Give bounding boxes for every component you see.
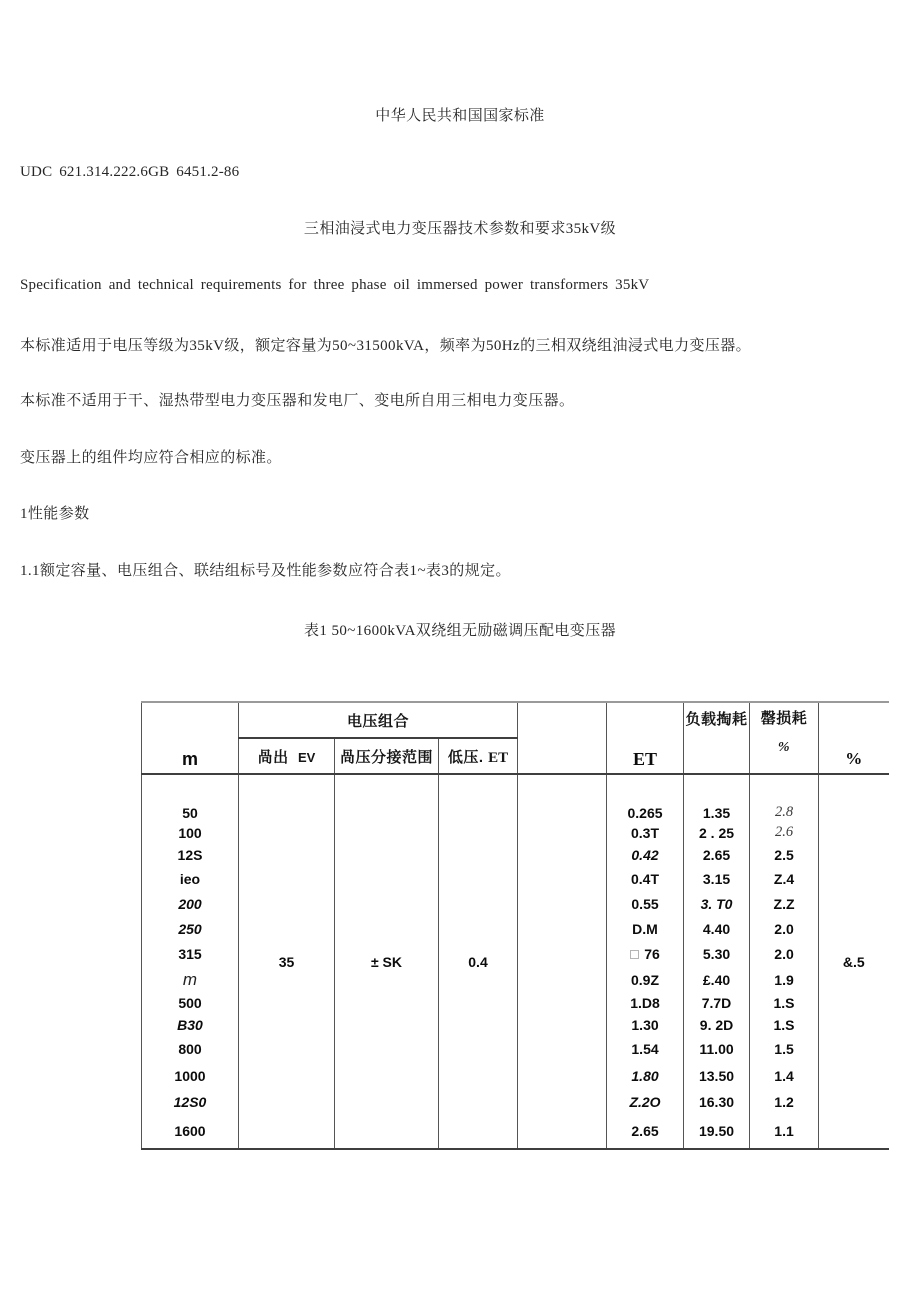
clause-1-1: 1.1额定容量、电压组合、联结组标号及性能参数应符合表1~表3的规定。 (20, 563, 511, 579)
cell-kva: 1000 (142, 1062, 239, 1090)
cell-et: 0.42 (607, 843, 684, 867)
cell-et: 2.65 (607, 1113, 684, 1149)
cell-noload: Z.4 (750, 867, 819, 891)
cell-et: 0.3T (607, 822, 684, 843)
cell-kva: 500 (142, 992, 239, 1014)
cell-noload: 1.2 (750, 1090, 819, 1113)
lv-unit: ET (488, 749, 509, 766)
transformer-parameters-table (141, 701, 889, 1150)
cell-kva: 315 (142, 941, 239, 967)
cell-noload: Z.Z (750, 891, 819, 916)
box-glyph (630, 950, 639, 959)
noload-loss-unit: % (777, 740, 791, 755)
cell-et-value: 76 (644, 946, 660, 962)
header-noload-loss (750, 702, 819, 774)
table1-caption: 表1 50~1600kVA双绕组无励磁调压配电变压器 (304, 623, 616, 639)
cell-noload: 2.0 (750, 941, 819, 967)
header-load-loss: 负载掏耗 (684, 702, 750, 774)
header-hv (239, 738, 335, 774)
cell-et: 1.54 (607, 1036, 684, 1062)
cell-hv-shared: 35 (239, 774, 335, 1149)
cell-et: 0.9Z (607, 967, 684, 992)
cell-kva: 200 (142, 891, 239, 916)
cell-kva: 12S0 (142, 1090, 239, 1113)
cell-noload: 1.S (750, 992, 819, 1014)
cell-load: 7.7D (684, 992, 750, 1014)
header-kva: m (142, 702, 239, 774)
header-lv (439, 738, 518, 774)
cell-et: D.M (607, 916, 684, 941)
header-et: ET (607, 702, 684, 774)
header-tap-range: 咼压分接范围 (335, 738, 439, 774)
cell-load: £.40 (684, 967, 750, 992)
cell-et: 0.4T (607, 867, 684, 891)
table1 (141, 701, 889, 1150)
cell-load: 3. T0 (684, 891, 750, 916)
cell-et: 1.30 (607, 1014, 684, 1036)
standard-cn-title: 三相油浸式电力变压器技术参数和要求35kV级 (303, 221, 617, 237)
cell-load: 3.15 (684, 867, 750, 891)
cell-load: 4.40 (684, 916, 750, 941)
cell-tap-shared: ± SK (335, 774, 439, 1149)
cell-kva: 1600 (142, 1113, 239, 1149)
cell-noload: 2.8 (750, 774, 819, 822)
lv-label: 低压. (447, 748, 484, 766)
noload-loss-label: 罄损耗 (760, 710, 808, 727)
cell-et: 0.265 (607, 774, 684, 822)
paragraph-components: 变压器上的组件均应符合相应的标准。 (20, 450, 282, 466)
cell-load: 1.35 (684, 774, 750, 822)
cell-noload: 1.1 (750, 1113, 819, 1149)
cell-load: 11.00 (684, 1036, 750, 1062)
cell-noload: 2.5 (750, 843, 819, 867)
cell-et: 1.80 (607, 1062, 684, 1090)
udc-code-line: UDC 621.314.222.6GB 6451.2-86 (20, 164, 240, 180)
cell-lv-shared: 0.4 (439, 774, 518, 1149)
cell-empty-shared (518, 774, 607, 1149)
cell-load: 5.30 (684, 941, 750, 967)
cell-load: 16.30 (684, 1090, 750, 1113)
cell-noload: 1.4 (750, 1062, 819, 1090)
cell-kva: 50 (142, 774, 239, 822)
cell-noload: 1.S (750, 1014, 819, 1036)
cell-et: 0.55 (607, 891, 684, 916)
standard-en-title: Specification and technical requirements for three phase oil immersed power transformers 35kV (20, 277, 650, 293)
hv-unit: EV (298, 749, 316, 765)
cell-noload: 1.9 (750, 967, 819, 992)
cell-kva: 12S (142, 843, 239, 867)
cell-kva: m (142, 967, 239, 992)
cell-noload: 2.6 (750, 822, 819, 843)
cell-impedance-shared: &.5 (842, 953, 865, 970)
cell-noload: 1.5 (750, 1036, 819, 1062)
cell-load: 2 . 25 (684, 822, 750, 843)
cell-kva: ieo (142, 867, 239, 891)
paragraph-scope: 本标准适用于电压等级为35kV级，额定容量为50~31500kVA，频率为50Hz的三相双绕组油浸式电力变压器。 (20, 338, 752, 354)
national-standard-title: 中华人民共和国国家标准 (375, 108, 545, 124)
cell-load: 19.50 (684, 1113, 750, 1149)
header-voltage-group: 电压组合 (239, 702, 518, 738)
cell-et: Z.2O (607, 1090, 684, 1113)
cell-kva: B30 (142, 1014, 239, 1036)
cell-kva: 100 (142, 822, 239, 843)
hv-label: 咼出 (257, 748, 289, 766)
cell-kva: 250 (142, 916, 239, 941)
cell-load: 2.65 (684, 843, 750, 867)
paragraph-exclusion: 本标准不适用于干、湿热带型电力变压器和发电厂、变电所自用三相电力变压器。 (20, 393, 575, 409)
header-empty-column (518, 702, 607, 774)
section-heading: 1性能参数 (20, 506, 90, 522)
cell-et (607, 941, 684, 967)
cell-load: 13.50 (684, 1062, 750, 1090)
cell-kva: 800 (142, 1036, 239, 1062)
cell-noload: 2.0 (750, 916, 819, 941)
header-impedance-percent: % (819, 702, 889, 774)
cell-load: 9. 2D (684, 1014, 750, 1036)
cell-et: 1.D8 (607, 992, 684, 1014)
